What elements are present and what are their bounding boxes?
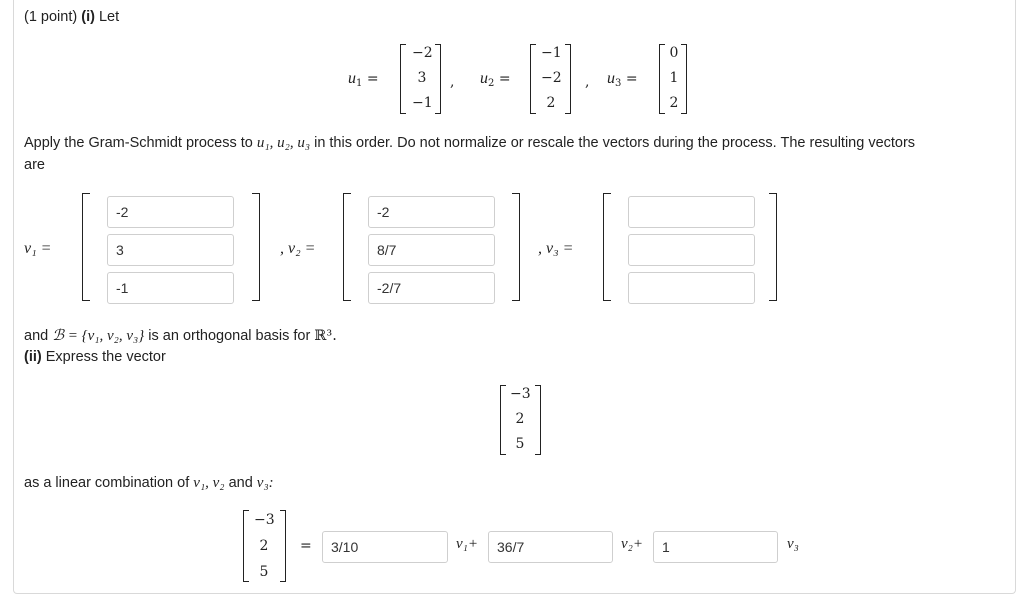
u1-right-bracket xyxy=(435,44,441,114)
u2-comma: , xyxy=(585,74,590,90)
part-ii-label: (ii) xyxy=(24,349,42,365)
v3-term: v₃ xyxy=(787,536,799,552)
v1-left-bracket xyxy=(82,193,90,301)
v2-left-bracket xyxy=(343,193,351,301)
basis-sentence: and ℬ = {v₁, v₂, v₃} is an orthogonal basis for ℝ³. xyxy=(24,328,337,344)
coef-v1-input[interactable]: 3/10 xyxy=(322,531,448,563)
eq-vector-right-bracket xyxy=(280,510,286,582)
target-entry-3: 5 xyxy=(515,436,525,452)
v1-label: v₁ = xyxy=(24,240,52,257)
u3-right-bracket xyxy=(681,44,687,114)
u2-right-bracket xyxy=(565,44,571,114)
u2-entry-2: −2 xyxy=(541,70,562,86)
basis-set: ℬ = {v₁, v₂, v₃} xyxy=(52,328,145,344)
v1-plus-term: v₁+ xyxy=(456,536,478,552)
target-entry-2: 2 xyxy=(515,411,525,427)
u1-label: $u_1$ = xyxy=(348,70,379,89)
eq-vector-entry-1: −3 xyxy=(254,512,275,528)
u3-entry-3: 2 xyxy=(669,95,679,111)
u1-left-bracket xyxy=(400,44,406,114)
target-left-bracket xyxy=(500,385,506,455)
v1-entry-2-input[interactable]: 3 xyxy=(107,234,234,266)
u1-comma: , xyxy=(450,74,455,90)
v2-entry-3-input[interactable]: -2/7 xyxy=(368,272,495,304)
v2-label: , v₂ = xyxy=(280,240,316,257)
u1-entry-1: −2 xyxy=(412,45,433,61)
v1-entry-3-input[interactable]: -1 xyxy=(107,272,234,304)
eq-vector-entry-3: 5 xyxy=(259,564,269,580)
combo-sentence: as a linear combination of v₁, v₂ and v₃: xyxy=(24,475,274,491)
u3-label: $u_3$ = xyxy=(607,70,638,89)
instruction-line-2: are xyxy=(24,157,45,173)
u2-entry-1: −1 xyxy=(541,45,562,61)
coef-v2-input[interactable]: 36/7 xyxy=(488,531,613,563)
instruction-vars: u₁, u₂, u₃ xyxy=(256,135,311,151)
v2-entry-2-input[interactable]: 8/7 xyxy=(368,234,495,266)
u3-entry-1: 0 xyxy=(669,45,679,61)
eq-vector-left-bracket xyxy=(243,510,249,582)
u2-entry-3: 2 xyxy=(546,95,556,111)
u2-label: $u_2$ = xyxy=(480,70,511,89)
part-i-label: (i) xyxy=(81,9,95,25)
problem-header xyxy=(24,9,119,25)
target-entry-1: −3 xyxy=(510,386,531,402)
v1-right-bracket xyxy=(252,193,260,301)
eq-vector-entry-2: 2 xyxy=(259,538,269,554)
v3-right-bracket xyxy=(769,193,777,301)
points-label: (1 point) xyxy=(24,9,78,25)
combo-last-var: v₃: xyxy=(256,475,274,491)
u2-left-bracket xyxy=(530,44,536,114)
combo-vars: v₁, v₂ xyxy=(193,475,225,491)
v2-entry-1-input[interactable]: -2 xyxy=(368,196,495,228)
u1-entry-2: 3 xyxy=(417,70,427,86)
v2-plus-term: v₂+ xyxy=(621,536,643,552)
u1-entry-3: −1 xyxy=(412,95,433,111)
eq-sign: = xyxy=(300,538,312,554)
v3-entry-3-input[interactable] xyxy=(628,272,755,304)
coef-v3-input[interactable]: 1 xyxy=(653,531,778,563)
v1-entry-1-input[interactable]: -2 xyxy=(107,196,234,228)
part-ii-line: (ii) Express the vector xyxy=(24,349,166,365)
instruction-line-1: Apply the Gram-Schmidt process to u₁, u₂, u₃ in this order. Do not normalize or rescale the vectors during the process. The resulting vectors xyxy=(24,135,916,151)
v3-label: , v₃ = xyxy=(538,240,574,257)
v2-right-bracket xyxy=(512,193,520,301)
v3-left-bracket xyxy=(603,193,611,301)
v3-entry-1-input[interactable] xyxy=(628,196,755,228)
let-text: Let xyxy=(98,9,120,25)
v3-entry-2-input[interactable] xyxy=(628,234,755,266)
u3-entry-2: 1 xyxy=(669,70,679,86)
r3-symbol: ℝ³. xyxy=(314,328,337,344)
target-right-bracket xyxy=(535,385,541,455)
